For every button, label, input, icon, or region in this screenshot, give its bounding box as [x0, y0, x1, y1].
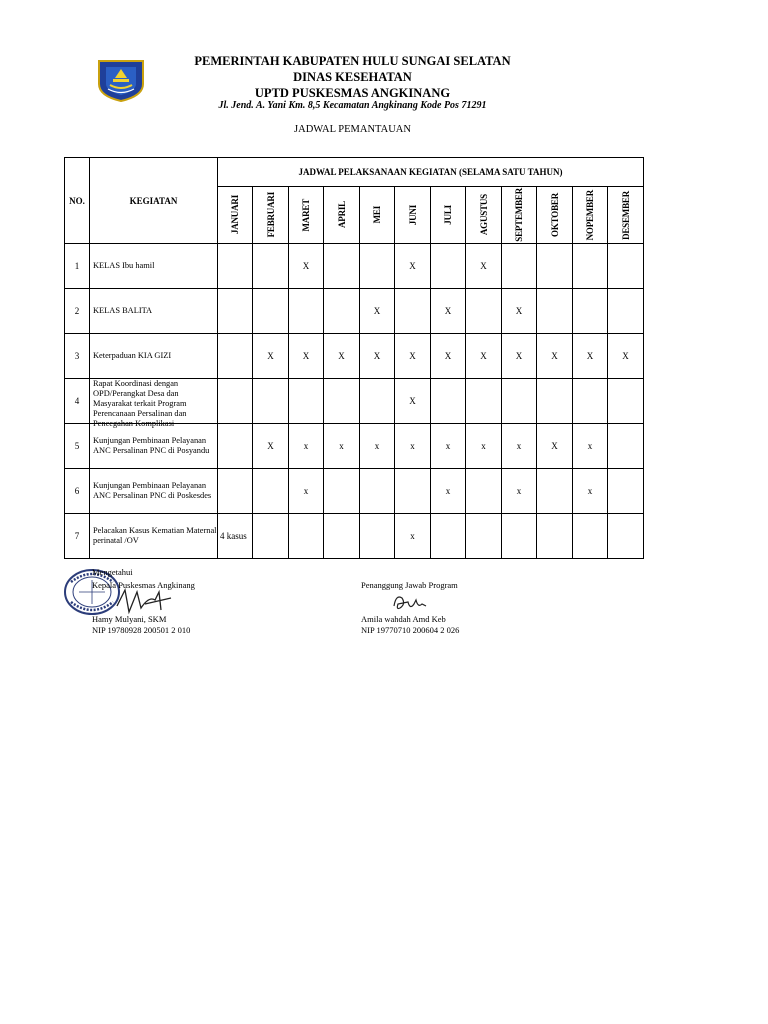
- schedule-cell: X: [395, 334, 431, 379]
- table-row: [65, 424, 644, 469]
- schedule-cell: x: [360, 424, 395, 469]
- schedule-cell: x: [395, 424, 431, 469]
- schedule-cell: [289, 514, 324, 559]
- row-kegiatan: [90, 289, 218, 334]
- month-header-januari: [218, 187, 253, 244]
- month-header-juli: [431, 187, 466, 244]
- month-header-september: [502, 187, 537, 244]
- row-number: 2: [65, 289, 90, 334]
- row-number: 5: [65, 424, 90, 469]
- schedule-cell: [324, 379, 360, 424]
- schedule-cell: [573, 514, 608, 559]
- schedule-cell: [608, 244, 644, 289]
- month-label: JUNI: [407, 204, 418, 226]
- schedule-cell: [466, 514, 502, 559]
- schedule-cell: [253, 289, 289, 334]
- schedule-cell: [431, 244, 466, 289]
- schedule-cell: X: [289, 244, 324, 289]
- schedule-cell: [218, 379, 253, 424]
- schedule-cell: [537, 514, 573, 559]
- schedule-cell: [466, 289, 502, 334]
- month-header-maret: [289, 187, 324, 244]
- table-row: [65, 469, 644, 514]
- signature-right-icon: [390, 592, 430, 614]
- month-label: AGUSTUS: [478, 194, 489, 236]
- schedule-cell: [608, 469, 644, 514]
- column-header-kegiatan: KEGIATAN: [90, 158, 218, 244]
- row-kegiatan: [90, 469, 218, 514]
- table-row: [65, 379, 644, 424]
- schedule-cell: x: [324, 424, 360, 469]
- sig-right-nip: NIP 19770710 200604 2 026: [361, 625, 460, 635]
- column-header-no: NO.: [65, 158, 90, 244]
- schedule-cell: x: [502, 469, 537, 514]
- schedule-cell: [218, 424, 253, 469]
- kegiatan-text: Kunjungan Pembinaan Pelayanan ANC Persalinan PNC di Poskesdes: [93, 481, 212, 500]
- schedule-cell: X: [466, 244, 502, 289]
- row-kegiatan: [90, 334, 218, 379]
- kegiatan-text: Kunjungan Pembinaan Pelayanan ANC Persalinan PNC di Posyandu: [93, 436, 210, 455]
- month-label: OKTOBER: [549, 193, 560, 237]
- row-kegiatan: [90, 514, 218, 559]
- header-line2: DINAS KESEHATAN: [293, 70, 412, 84]
- schedule-cell: [537, 244, 573, 289]
- kegiatan-text: KELAS Ibu hamil: [93, 261, 155, 270]
- row-kegiatan: [90, 244, 218, 289]
- schedule-cell: [431, 514, 466, 559]
- row-number: 7: [65, 514, 90, 559]
- schedule-cell: X: [573, 334, 608, 379]
- header-line1: PEMERINTAH KABUPATEN HULU SUNGAI SELATAN: [194, 54, 511, 68]
- schedule-cell: [608, 379, 644, 424]
- month-label: FEBRUARI: [265, 192, 276, 238]
- month-label: MARET: [301, 198, 311, 232]
- schedule-cell: [360, 379, 395, 424]
- schedule-cell: X: [360, 289, 395, 334]
- month-header-nopember: [573, 187, 608, 244]
- schedule-cell: [537, 289, 573, 334]
- schedule-cell: [537, 379, 573, 424]
- schedule-cell: [218, 244, 253, 289]
- schedule-cell: [466, 469, 502, 514]
- month-label: DESEMBER: [620, 190, 631, 240]
- schedule-cell: [573, 289, 608, 334]
- schedule-cell: [218, 289, 253, 334]
- schedule-cell: X: [253, 424, 289, 469]
- schedule-cell: X: [608, 334, 644, 379]
- schedule-cell: [537, 469, 573, 514]
- schedule-cell: X: [395, 379, 431, 424]
- schedule-cell: [324, 469, 360, 514]
- schedule-cell: X: [253, 334, 289, 379]
- table-row: [65, 514, 644, 559]
- table-row: [65, 334, 644, 379]
- schedule-cell: x: [395, 514, 431, 559]
- schedule-cell: x: [502, 424, 537, 469]
- schedule-cell: x: [573, 469, 608, 514]
- row-number: 1: [65, 244, 90, 289]
- kegiatan-text: Pelacakan Kasus Kematian Maternal perinatal /OV: [93, 526, 217, 545]
- kegiatan-text: KELAS BALITA: [93, 306, 153, 315]
- schedule-cell: [466, 379, 502, 424]
- schedule-cell: [253, 514, 289, 559]
- month-header-agustus: [466, 187, 502, 244]
- sig-left-name: Hamy Mulyani, SKM: [92, 614, 167, 624]
- schedule-cell: [324, 244, 360, 289]
- schedule-cell: [608, 514, 644, 559]
- month-label: MEI: [372, 206, 382, 224]
- schedule-cell: [360, 244, 395, 289]
- schedule-cell: X: [431, 334, 466, 379]
- schedule-cell: [360, 469, 395, 514]
- schedule-cell: X: [289, 334, 324, 379]
- schedule-cell: X: [431, 289, 466, 334]
- header-line3: UPTD PUSKESMAS ANGKINANG: [254, 86, 451, 100]
- row-number: 3: [65, 334, 90, 379]
- sig-left-line2: Kepala Puskesmas Angkinang: [92, 580, 195, 590]
- schedule-cell: [324, 514, 360, 559]
- schedule-cell: X: [537, 424, 573, 469]
- month-header-desember: [608, 187, 644, 244]
- schedule-table: [64, 157, 644, 559]
- schedule-cell: X: [360, 334, 395, 379]
- month-label: NOPEMBER: [585, 189, 595, 241]
- schedule-cell: [502, 379, 537, 424]
- schedule-cell: [218, 469, 253, 514]
- signature-left-icon: [115, 586, 175, 616]
- row-kegiatan: [90, 379, 218, 428]
- schedule-cell: [289, 379, 324, 424]
- schedule-cell: [573, 379, 608, 424]
- month-label: JULI: [443, 205, 453, 225]
- sig-right-name: Amila wahdah Amd Keb: [361, 614, 446, 624]
- row-number: 4: [65, 379, 90, 424]
- schedule-cell: x: [573, 424, 608, 469]
- kegiatan-text: Keterpaduan KIA GIZI: [93, 351, 172, 360]
- schedule-cell: [395, 289, 431, 334]
- month-header-mei: [360, 187, 395, 244]
- schedule-cell: [253, 244, 289, 289]
- schedule-cell: [324, 289, 360, 334]
- schedule-cell: [253, 469, 289, 514]
- table-row: [65, 244, 644, 289]
- schedule-cell: [608, 424, 644, 469]
- month-label: SEPTEMBER: [514, 188, 524, 242]
- month-header-oktober: [537, 187, 573, 244]
- schedule-cell: X: [324, 334, 360, 379]
- schedule-cell: x: [431, 424, 466, 469]
- sig-left-line1: Mengetahui: [92, 567, 133, 577]
- schedule-cell: [395, 469, 431, 514]
- row-number: 6: [65, 469, 90, 514]
- schedule-cell: [502, 514, 537, 559]
- month-label: JANUARI: [230, 195, 240, 235]
- month-header-juni: [395, 187, 431, 244]
- schedule-cell: x: [466, 424, 502, 469]
- document-title: JADWAL PEMANTAUAN: [294, 124, 411, 135]
- schedule-header: JADWAL PELAKSANAAN KEGIATAN (SELAMA SATU TAHUN): [218, 158, 644, 187]
- schedule-cell: [431, 379, 466, 424]
- schedule-cell: x: [289, 424, 324, 469]
- month-label: APRIL: [336, 201, 347, 229]
- month-header-april: [324, 187, 360, 244]
- sig-right-line1: Penanggung Jawab Program: [361, 580, 458, 590]
- schedule-cell: X: [466, 334, 502, 379]
- month-header-februari: [253, 187, 289, 244]
- schedule-cell: X: [537, 334, 573, 379]
- header-address: Jl. Jend. A. Yani Km. 8,5 Kecamatan Angkinang Kode Pos 71291: [218, 100, 487, 111]
- schedule-cell: [360, 514, 395, 559]
- sig-left-nip: NIP 19780928 200501 2 010: [92, 625, 191, 635]
- schedule-cell: [608, 289, 644, 334]
- table-row: [65, 289, 644, 334]
- schedule-cell: X: [502, 334, 537, 379]
- kegiatan-text: Rapat Koordinasi dengan OPD/Perangkat Desa dan Masyarakat terkait Program Perencanaan Persalinan dan Pencegahan Komplikasi: [93, 379, 187, 428]
- schedule-cell: X: [395, 244, 431, 289]
- government-emblem-icon: [96, 58, 146, 102]
- schedule-cell: [502, 244, 537, 289]
- schedule-cell: 4 kasus: [218, 514, 253, 559]
- schedule-cell: x: [289, 469, 324, 514]
- schedule-cell: [218, 334, 253, 379]
- schedule-cell: X: [502, 289, 537, 334]
- schedule-cell: [289, 289, 324, 334]
- schedule-cell: x: [431, 469, 466, 514]
- row-kegiatan: [90, 424, 218, 469]
- schedule-cell: [253, 379, 289, 424]
- schedule-cell: [573, 244, 608, 289]
